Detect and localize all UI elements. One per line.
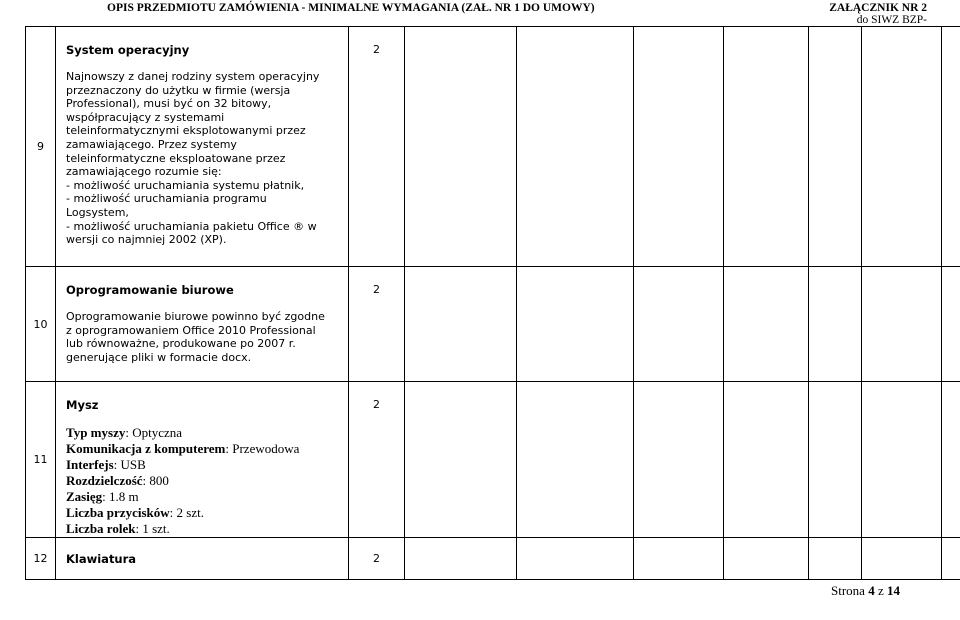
quantity: 2	[373, 398, 380, 411]
spec-line: Rozdzielczość: 800	[66, 473, 169, 488]
description-line: zamawiającego rozumie się:	[66, 165, 222, 179]
empty-cell	[405, 382, 517, 538]
spec-line: Interfejs: USB	[66, 457, 146, 472]
description-line: Najnowszy z danej rodziny system operacyjny	[66, 70, 320, 83]
spec-label: Liczba rolek	[66, 521, 136, 536]
table-row	[26, 538, 960, 580]
empty-cell	[724, 27, 809, 267]
description-line: teleinformatycznymi eksplotowanymi przez	[66, 124, 306, 138]
description-line: Professional), musi być on 32 bitowy,	[66, 97, 272, 111]
quantity-cell	[349, 382, 405, 538]
item-title: Mysz	[66, 398, 99, 412]
page-number	[831, 583, 900, 599]
spec-label: Komunikacja z komputerem	[66, 441, 226, 456]
empty-cell	[634, 538, 724, 580]
spec-value: Przewodowa	[232, 441, 300, 456]
annex-label	[829, 2, 927, 26]
table-row	[26, 382, 960, 538]
empty-cell	[724, 382, 809, 538]
description-line: Logsystem,	[66, 205, 129, 219]
quantity-cell	[349, 538, 405, 580]
description-line: zamawiającego. Przez systemy	[66, 137, 237, 151]
empty-cell	[634, 27, 724, 267]
item-title: Oprogramowanie biurowe	[66, 283, 234, 297]
item-specs	[66, 425, 346, 537]
quantity: 2	[373, 283, 380, 296]
specification-table	[25, 26, 960, 580]
spec-line: Komunikacja z komputerem: Przewodowa	[66, 441, 300, 456]
empty-cell	[942, 382, 960, 538]
current-page: 4	[868, 583, 875, 598]
item-description	[66, 70, 346, 247]
row-number: 10	[26, 267, 56, 382]
spec-line: Typ myszy: Optyczna	[66, 425, 183, 440]
page-label: Strona	[831, 583, 865, 598]
item-description-cell	[56, 27, 349, 267]
empty-cell	[517, 267, 634, 382]
empty-cell	[634, 382, 724, 538]
description-line: Oprogramowanie biurowe powinno być zgodne	[66, 310, 325, 323]
empty-cell	[517, 382, 634, 538]
annex-number: ZAŁĄCZNIK NR 2	[829, 2, 927, 14]
spec-line: Liczba przycisków: 2 szt.	[66, 505, 204, 520]
description-line: teleinformatyczne eksploatowane przez	[66, 151, 286, 165]
description-line: wersji co najmniej 2002 (XP).	[66, 233, 227, 247]
quantity-cell	[349, 267, 405, 382]
empty-cell	[517, 538, 634, 580]
description-line: z oprogramowaniem Office 2010 Professional	[66, 323, 316, 337]
spec-label: Interfejs	[66, 457, 114, 472]
row-number: 12	[26, 538, 56, 580]
quantity-cell	[349, 27, 405, 267]
item-description-cell	[56, 538, 349, 580]
description-line: przeznaczony do użytku w firmie (wersja	[66, 83, 291, 97]
spec-label: Typ myszy	[66, 425, 126, 440]
empty-cell	[942, 27, 960, 267]
empty-cell	[405, 27, 517, 267]
description-line: lub równoważne, produkowane po 2007 r.	[66, 337, 296, 351]
spec-label: Liczba przycisków	[66, 505, 170, 520]
empty-cell	[809, 267, 862, 382]
empty-cell	[809, 382, 862, 538]
spec-value: 800	[149, 473, 169, 488]
empty-cell	[942, 267, 960, 382]
spec-value: 1 szt.	[142, 521, 170, 536]
description-line: - możliwość uruchamiania programu	[66, 192, 267, 206]
empty-cell	[405, 267, 517, 382]
item-title: Klawiatura	[66, 551, 137, 566]
empty-cell	[809, 538, 862, 580]
empty-cell	[862, 267, 942, 382]
empty-cell	[862, 538, 942, 580]
empty-cell	[517, 27, 634, 267]
table-row	[26, 267, 960, 382]
spec-label: Rozdzielczość	[66, 473, 143, 488]
empty-cell	[405, 538, 517, 580]
quantity: 2	[373, 552, 380, 565]
row-number: 9	[26, 27, 56, 267]
spec-value: 2 szt.	[176, 505, 204, 520]
table-row	[26, 27, 960, 267]
description-line: generujące pliki w formacie docx.	[66, 350, 252, 364]
empty-cell	[809, 27, 862, 267]
empty-cell	[862, 27, 942, 267]
spec-value: USB	[120, 457, 146, 472]
total-pages: 14	[887, 583, 900, 598]
row-number: 11	[26, 382, 56, 538]
item-description	[66, 310, 346, 364]
item-title: System operacyjny	[66, 43, 190, 57]
spec-value: Optyczna	[132, 425, 183, 440]
empty-cell	[724, 538, 809, 580]
document-header-title: OPIS PRZEDMIOTU ZAMÓWIENIA - MINIMALNE WYMAGANIA (ZAŁ. NR 1 DO UMOWY)	[107, 2, 595, 14]
item-description-cell	[56, 267, 349, 382]
description-line: - możliwość uruchamiania pakietu Office ® w	[66, 219, 317, 233]
spec-line: Liczba rolek: 1 szt.	[66, 521, 170, 536]
quantity: 2	[373, 43, 380, 56]
description-line: - możliwość uruchamiania systemu płatnik,	[66, 178, 305, 192]
empty-cell	[634, 267, 724, 382]
spec-value: 1.8 m	[109, 489, 139, 504]
spec-label: Zasięg	[66, 489, 103, 504]
description-line: współpracujący z systemami	[66, 110, 225, 124]
page-separator: z	[877, 583, 884, 598]
empty-cell	[862, 382, 942, 538]
empty-cell	[942, 538, 960, 580]
empty-cell	[724, 267, 809, 382]
item-description-cell	[56, 382, 349, 538]
siwz-reference: do SIWZ BZP-	[856, 14, 927, 26]
spec-line: Zasięg: 1.8 m	[66, 489, 139, 504]
